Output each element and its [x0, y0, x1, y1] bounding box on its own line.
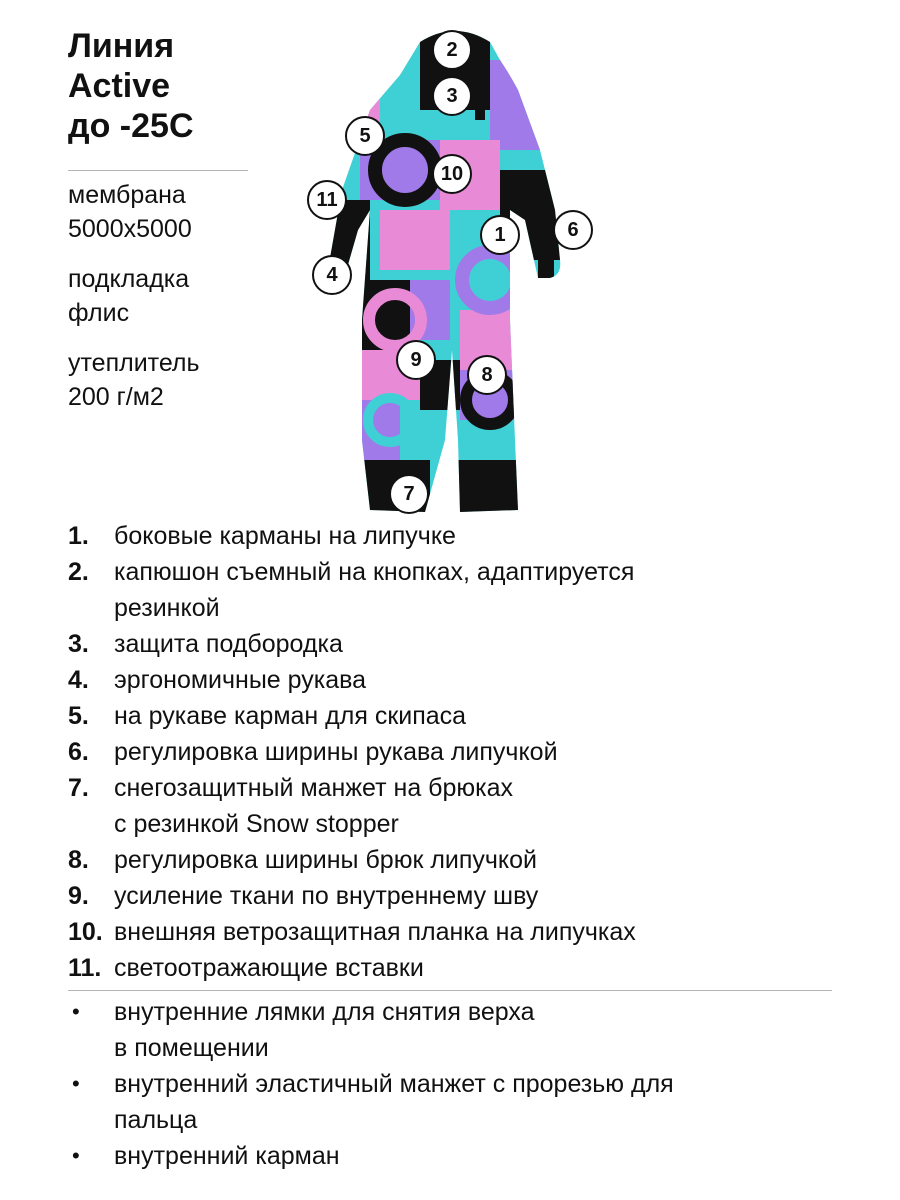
feature-number: 9. — [68, 882, 89, 910]
spec-lining — [68, 262, 189, 330]
feature-text: светоотражающие вставки — [114, 954, 424, 982]
feature-text: регулировка ширины брюк липучкой — [114, 846, 538, 874]
feature-text: на рукаве карман для скипаса — [114, 702, 467, 730]
title-line-2: Active — [68, 67, 171, 105]
title-line-3: до -25С — [68, 107, 194, 145]
feature-text: резинкой — [114, 594, 220, 622]
spec-value: 200 г/м2 — [68, 383, 164, 411]
feature-text: внешняя ветрозащитная планка на липучках — [114, 918, 636, 946]
extra-item — [68, 994, 674, 1066]
extra-item — [68, 1138, 674, 1174]
extra-text: в помещении — [114, 1034, 269, 1062]
feature-item — [68, 950, 636, 986]
feature-item — [68, 878, 636, 914]
feature-item — [68, 626, 636, 662]
feature-item — [68, 842, 636, 878]
feature-text: капюшон съемный на кнопках, адаптируется — [114, 558, 635, 586]
feature-item — [68, 914, 636, 950]
feature-item — [68, 698, 636, 734]
spec-insulation — [68, 346, 200, 414]
extra-text: внутренние лямки для снятия верха — [114, 998, 535, 1026]
callout-1: 1 — [480, 215, 520, 255]
spec-membrane — [68, 178, 192, 246]
title-divider — [68, 170, 248, 171]
extras-list — [68, 994, 674, 1174]
feature-item — [68, 518, 636, 554]
callout-7: 7 — [389, 474, 429, 514]
callout-5: 5 — [345, 116, 385, 156]
feature-item — [68, 554, 636, 626]
extra-text: пальца — [114, 1106, 198, 1134]
callout-6: 6 — [553, 210, 593, 250]
feature-number: 5. — [68, 702, 89, 730]
feature-item — [68, 734, 636, 770]
list-divider — [68, 990, 832, 991]
product-line-title — [68, 26, 194, 146]
feature-number: 3. — [68, 630, 89, 658]
spec-label: подкладка — [68, 265, 190, 293]
spec-label: мембрана — [68, 181, 186, 209]
extra-text: внутренний эластичный манжет с прорезью для — [114, 1070, 674, 1098]
feature-number: 7. — [68, 774, 89, 802]
spec-value: флис — [68, 299, 130, 327]
feature-text: усиление ткани по внутреннему шву — [114, 882, 539, 910]
feature-number: 11. — [68, 954, 102, 982]
feature-number: 2. — [68, 558, 89, 586]
feature-text: защита подбородка — [114, 630, 343, 658]
callout-10: 10 — [432, 154, 472, 194]
feature-item — [68, 770, 636, 842]
spec-value: 5000х5000 — [68, 215, 192, 243]
callout-2: 2 — [432, 30, 472, 70]
title-line-1: Линия — [68, 27, 175, 65]
feature-number: 8. — [68, 846, 89, 874]
bullet-icon: • — [72, 1143, 80, 1168]
spec-label: утеплитель — [68, 349, 200, 377]
bullet-icon: • — [72, 999, 80, 1024]
feature-text: с резинкой Snow stopper — [114, 810, 399, 838]
feature-number: 1. — [68, 522, 89, 550]
callout-8: 8 — [467, 355, 507, 395]
feature-item — [68, 662, 636, 698]
features-list — [68, 518, 636, 986]
callout-9: 9 — [396, 340, 436, 380]
callout-3: 3 — [432, 76, 472, 116]
callout-4: 4 — [312, 255, 352, 295]
feature-number: 6. — [68, 738, 89, 766]
feature-text: боковые карманы на липучке — [114, 522, 456, 550]
feature-number: 4. — [68, 666, 89, 694]
feature-number: 10. — [68, 918, 103, 946]
callout-11: 11 — [307, 180, 347, 220]
extra-text: внутренний карман — [114, 1142, 340, 1170]
feature-text: эргономичные рукава — [114, 666, 367, 694]
bullet-icon: • — [72, 1071, 80, 1096]
feature-text: регулировка ширины рукава липучкой — [114, 738, 558, 766]
feature-text: снегозащитный манжет на брюках — [114, 774, 514, 802]
extra-item — [68, 1066, 674, 1138]
